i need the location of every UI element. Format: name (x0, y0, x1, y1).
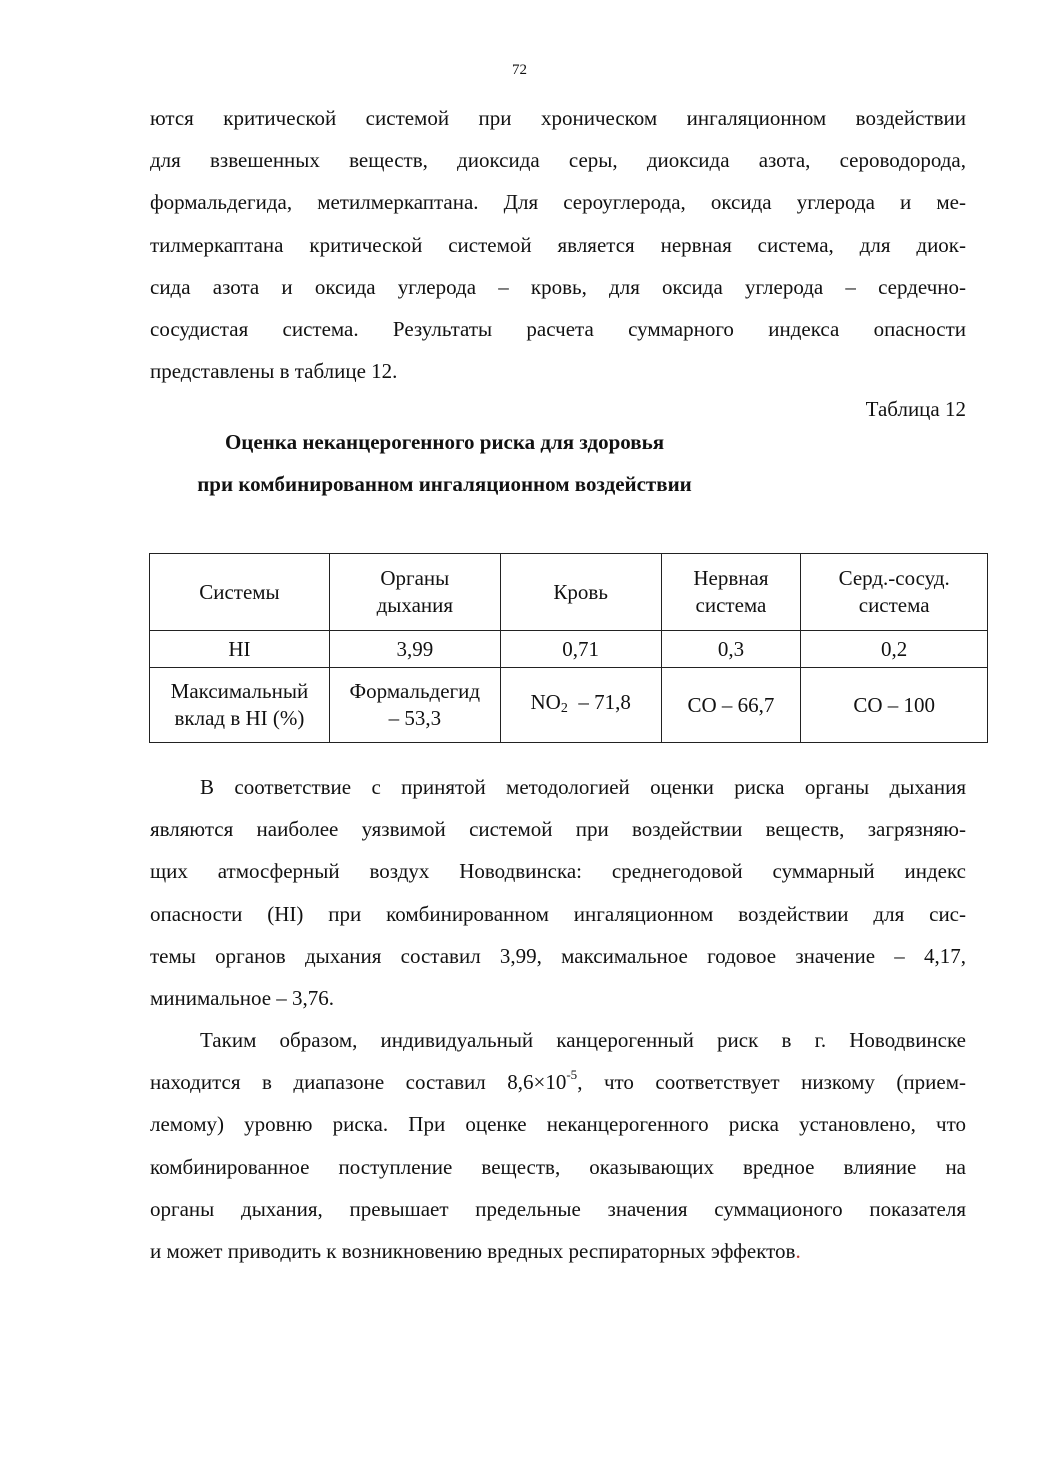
header-cell: Органы дыхания (329, 554, 500, 631)
table-cell: 3,99 (329, 631, 500, 668)
text-line: находится в диапазоне составил $8,6\times 10^{-5}$, что соответствует низкому (прием- (150, 1067, 966, 1095)
text-line: В соответствие с принятой методологией оценки риска органы дыхания (200, 775, 966, 799)
text-line: органы дыхания, превышает предельные значения суммационого показателя (150, 1196, 966, 1221)
text-line: и может приводить к возникновению вредных респираторных эффектов. (150, 1239, 801, 1264)
page-number: 72 (512, 62, 527, 78)
table-label: Таблица 12 (865, 397, 966, 421)
table-title: Оценка неканцерогенного риска для здоровья (224, 430, 665, 454)
exponent: -5 (566, 1067, 578, 1083)
header-cell: Нервная система (661, 554, 801, 631)
table-cell: 0,71 (500, 631, 661, 668)
paragraph-2 (150, 766, 966, 1019)
table-cell: 0,2 (801, 631, 988, 668)
table-row (150, 668, 988, 743)
table-cell: $NO_2 - 71,8$ (500, 668, 661, 743)
text-line: комбинированное поступление веществ, оказывающих вредное влияние на (150, 1154, 966, 1179)
table-title: при комбинированном ингаляционном воздействии (197, 472, 692, 496)
text-line: для взвешенных веществ, диоксида серы, диоксида азота, сероводорода, (150, 148, 966, 173)
text-line: Таким образом, индивидуальный канцерогенный риск в г. Новодвинске (200, 1028, 966, 1052)
text-line: тилмеркаптана критической системой является нервная система, для диок- (150, 232, 966, 257)
table-cell: HI (150, 631, 330, 668)
table-row (150, 631, 988, 668)
table-cell: Формальдегид – 53,3 (329, 668, 500, 743)
text-line: минимальное – 3,76. (150, 986, 335, 1011)
table-cell: Максимальный вклад в HI (%) (150, 668, 330, 743)
text-line: опасности (HI) при комбинированном ингаляционном воздействии для сис- (150, 901, 966, 926)
table-header-row (150, 554, 988, 631)
header-cell: Серд.-сосуд. система (801, 554, 988, 631)
table-cell: CO – 66,7 (661, 668, 801, 743)
text-line: сида азота и оксида углерода – кровь, для оксида углерода – сердечно- (150, 274, 966, 299)
text-line: представлены в таблице 12. (150, 359, 398, 384)
text-line: лемому) уровню риска. При оценке неканцерогенного риска установлено, что (150, 1112, 966, 1137)
text-line: формальдегида, метилмеркаптана. Для сероуглерода, оксида углерода и ме- (150, 190, 966, 215)
text-line: ются критической системой при хроническом ингаляционном воздействии (150, 106, 966, 130)
text-line: темы органов дыхания составил 3,99, максимальное годовое значение – 4,17, (150, 943, 966, 968)
header-cell: Кровь (500, 554, 661, 631)
header-cell: Системы (150, 554, 330, 631)
text-line: сосудистая система. Результаты расчета суммарного индекса опасности (150, 317, 966, 342)
paragraph-1 (150, 97, 966, 392)
paragraph-3 (150, 1019, 966, 1272)
table-cell: CO – 100 (801, 668, 988, 743)
text-line: щих атмосферный воздух Новодвинска: среднегодовой суммарный индекс (150, 859, 966, 884)
table-cell: 0,3 (661, 631, 801, 668)
text-line: являются наиболее уязвимой системой при воздействии веществ, загрязняю- (150, 817, 966, 842)
risk-table (149, 553, 988, 743)
